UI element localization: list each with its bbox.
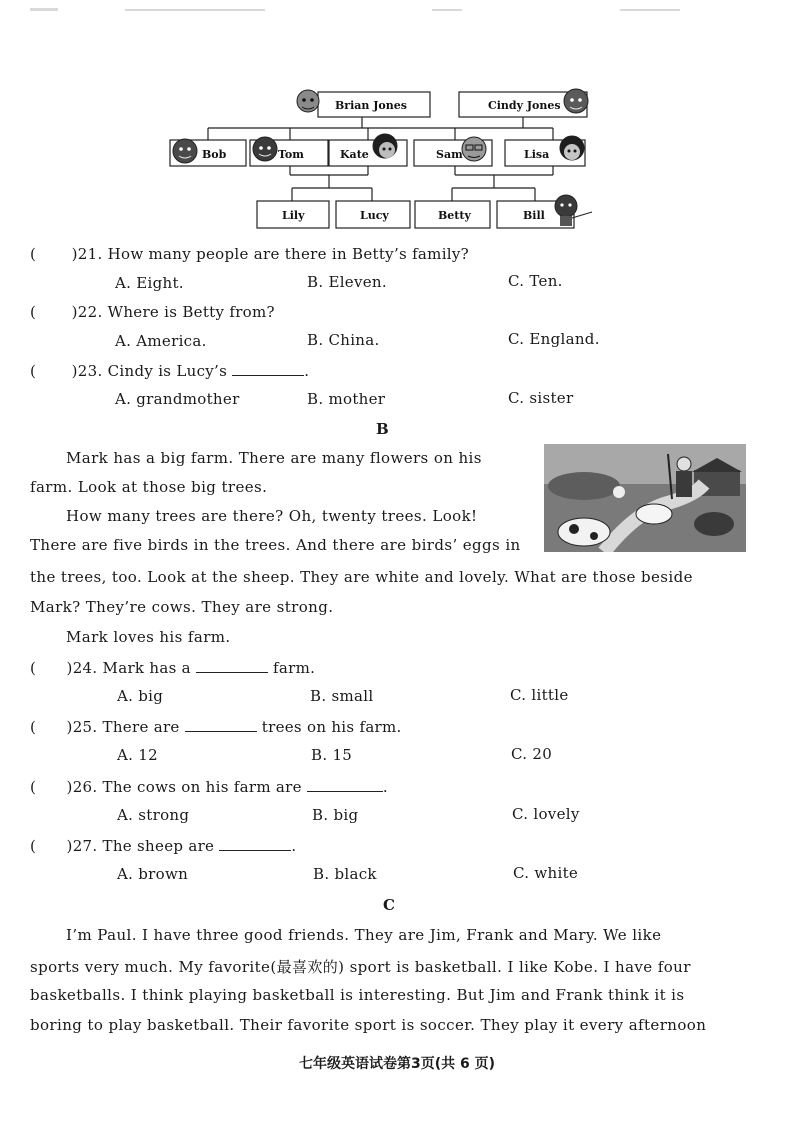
passage-b-line-3: How many trees are there? Oh, twenty trees. Look! bbox=[66, 507, 478, 525]
option-22-a[interactable]: A. America. bbox=[115, 332, 207, 350]
question-suffix: . bbox=[304, 362, 310, 380]
question-21: ( )21. How many people are there in Betty’s family? bbox=[30, 245, 470, 263]
question-text: The sheep are bbox=[102, 837, 215, 855]
passage-c-line-4: boring to play basketball. Their favorite sport is soccer. They play it every afternoon bbox=[30, 1016, 707, 1034]
answer-bracket[interactable]: ( ) bbox=[30, 837, 73, 855]
label-bill: Bill bbox=[523, 209, 545, 222]
passage-b-line-5: the trees, too. Look at the sheep. They are white and lovely. What are those beside bbox=[30, 568, 693, 586]
section-b-heading: B bbox=[376, 420, 389, 438]
option-27-b[interactable]: B. black bbox=[313, 865, 377, 883]
answer-bracket[interactable]: ( ) bbox=[30, 718, 73, 736]
option-22-c[interactable]: C. England. bbox=[508, 330, 600, 348]
answer-blank[interactable] bbox=[196, 658, 268, 673]
farm-illustration bbox=[544, 444, 746, 552]
label-brian-jones: Brian Jones bbox=[335, 99, 407, 112]
family-tree-diagram bbox=[0, 0, 794, 240]
option-22-b[interactable]: B. China. bbox=[307, 331, 380, 349]
option-24-c[interactable]: C. little bbox=[510, 686, 569, 704]
label-betty: Betty bbox=[438, 209, 471, 222]
answer-blank[interactable] bbox=[307, 777, 383, 792]
question-number: 27 bbox=[72, 837, 93, 855]
face-sam-icon bbox=[462, 137, 486, 161]
label-lily: Lily bbox=[282, 209, 305, 222]
question-text: Mark has a bbox=[102, 659, 191, 677]
answer-bracket[interactable]: ( ) bbox=[30, 245, 78, 263]
option-24-a[interactable]: A. big bbox=[117, 687, 164, 705]
label-bob: Bob bbox=[202, 148, 227, 161]
answer-bracket[interactable]: ( ) bbox=[30, 303, 78, 321]
option-21-a[interactable]: A. Eight. bbox=[115, 274, 184, 292]
question-text: How many people are there in Betty’s family? bbox=[107, 245, 470, 263]
question-number: 25 bbox=[72, 718, 93, 736]
question-22: ( )22. Where is Betty from? bbox=[30, 303, 275, 321]
option-24-b[interactable]: B. small bbox=[310, 687, 374, 705]
question-27: ( )27. The sheep are . bbox=[30, 837, 297, 855]
label-lucy: Lucy bbox=[360, 209, 389, 222]
page-footer: 七年级英语试卷第3页(共 6 页) bbox=[298, 1056, 496, 1072]
question-text: Cindy is Lucy’s bbox=[107, 362, 228, 380]
question-number: 21 bbox=[77, 245, 98, 263]
label-kate: Kate bbox=[340, 148, 369, 161]
face-tom-icon bbox=[253, 137, 277, 161]
answer-bracket[interactable]: ( ) bbox=[30, 362, 78, 380]
answer-blank[interactable] bbox=[185, 717, 257, 732]
option-26-a[interactable]: A. strong bbox=[117, 806, 190, 824]
question-number: 23 bbox=[77, 362, 98, 380]
label-cindy-jones: Cindy Jones bbox=[488, 99, 561, 112]
section-c-heading: C bbox=[383, 896, 395, 914]
label-tom: Tom bbox=[278, 148, 304, 161]
question-number: 24 bbox=[72, 659, 93, 677]
passage-b-line-2: farm. Look at those big trees. bbox=[30, 478, 268, 496]
option-25-a[interactable]: A. 12 bbox=[117, 746, 158, 764]
question-suffix: . bbox=[291, 837, 297, 855]
option-27-a[interactable]: A. brown bbox=[117, 865, 189, 883]
label-sam: Sam bbox=[436, 148, 463, 161]
face-kate-icon bbox=[373, 134, 397, 158]
question-suffix: trees on his farm. bbox=[261, 718, 402, 736]
question-23: ( )23. Cindy is Lucy’s . bbox=[30, 362, 310, 380]
passage-b-line-6: Mark? They’re cows. They are strong. bbox=[30, 598, 334, 616]
passage-b-line-7: Mark loves his farm. bbox=[66, 628, 231, 646]
option-26-b[interactable]: B. big bbox=[312, 806, 359, 824]
option-26-c[interactable]: C. lovely bbox=[512, 805, 580, 823]
option-25-c[interactable]: C. 20 bbox=[511, 745, 553, 763]
option-21-c[interactable]: C. Ten. bbox=[508, 272, 563, 290]
passage-b-line-1: Mark has a big farm. There are many flowers on his bbox=[66, 449, 482, 467]
answer-bracket[interactable]: ( ) bbox=[30, 659, 73, 677]
option-27-c[interactable]: C. white bbox=[513, 864, 579, 882]
option-23-a[interactable]: A. grandmother bbox=[115, 390, 240, 408]
question-text: There are bbox=[102, 718, 180, 736]
face-bob-icon bbox=[173, 139, 197, 163]
question-26: ( )26. The cows on his farm are . bbox=[30, 778, 388, 796]
option-21-b[interactable]: B. Eleven. bbox=[307, 273, 387, 291]
passage-b-line-4: There are five birds in the trees. And there are birds’ eggs in bbox=[30, 536, 521, 554]
passage-c-line-2: sports very much. My favorite(最喜欢的) sport is basketball. I like Kobe. I have four bbox=[30, 958, 691, 976]
face-brian-icon bbox=[297, 90, 319, 112]
label-lisa: Lisa bbox=[524, 148, 550, 161]
question-25: ( )25. There are trees on his farm. bbox=[30, 718, 402, 736]
option-23-c[interactable]: C. sister bbox=[508, 389, 574, 407]
question-suffix: . bbox=[382, 778, 388, 796]
passage-c-line-1: I’m Paul. I have three good friends. They are Jim, Frank and Mary. We like bbox=[66, 926, 662, 944]
answer-blank[interactable] bbox=[232, 361, 304, 376]
answer-blank[interactable] bbox=[219, 836, 291, 851]
face-cindy-icon bbox=[564, 89, 588, 113]
passage-c-line-3: basketballs. I think playing basketball is interesting. But Jim and Frank think it is bbox=[30, 986, 685, 1004]
question-number: 22 bbox=[77, 303, 98, 321]
question-suffix: farm. bbox=[273, 659, 316, 677]
face-lisa-icon bbox=[560, 136, 584, 160]
question-24: ( )24. Mark has a farm. bbox=[30, 659, 316, 677]
option-25-b[interactable]: B. 15 bbox=[311, 746, 353, 764]
question-number: 26 bbox=[72, 778, 93, 796]
question-text: The cows on his farm are bbox=[102, 778, 302, 796]
question-text: Where is Betty from? bbox=[107, 303, 275, 321]
option-23-b[interactable]: B. mother bbox=[307, 390, 386, 408]
answer-bracket[interactable]: ( ) bbox=[30, 778, 73, 796]
